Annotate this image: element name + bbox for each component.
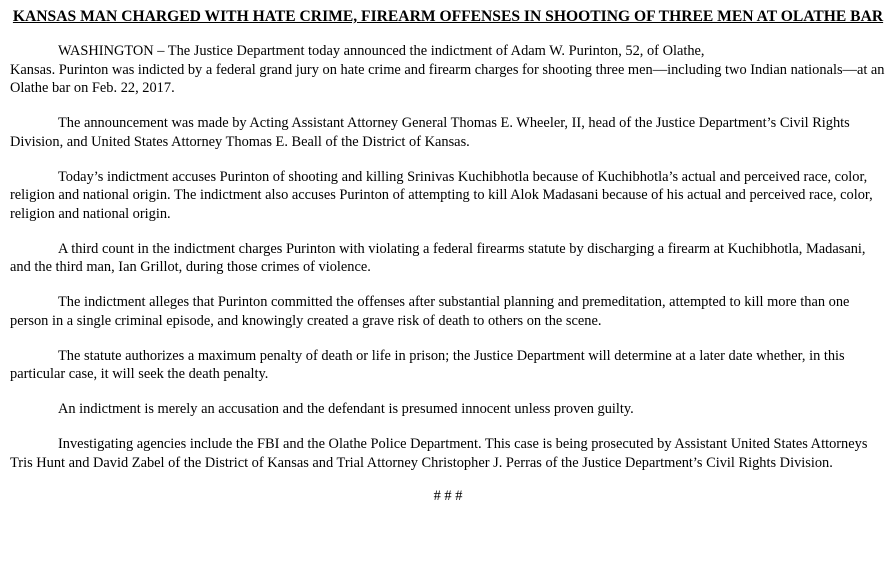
paragraph-4: A third count in the indictment charges Purinton with violating a federal firearms statute by discharging a firearm at Kuchibhotla, Madasani, and the third man, Ian Grillot, during those crimes of violence. xyxy=(10,240,866,275)
paragraph-6: The statute authorizes a maximum penalty of death or life in prison; the Justice Department will determine at a later date whether, in this particular case, it will seek the death penalty. xyxy=(10,347,845,382)
end-mark: # # # xyxy=(433,488,463,504)
paragraph-3: Today’s indictment accuses Purinton of shooting and killing Srinivas Kuchibhotla because of Kuchibhotla’s actual and perceived race, color, religion and national origin. The indictment also accuses Purinton of attempting to kill Alok Madasani because of his actual and perceived race, color, religion and national origin. xyxy=(10,168,873,222)
headline: KANSAS MAN CHARGED WITH HATE CRIME, FIREARM OFFENSES IN SHOOTING OF THREE MEN AT OLATHE BAR xyxy=(12,8,884,25)
paragraph-1 xyxy=(10,42,886,98)
paragraph-7: An indictment is merely an accusation and the defendant is presumed innocent unless proven guilty. xyxy=(58,401,634,417)
paragraph-1-rest: Kansas. Purinton was indicted by a federal grand jury on hate crime and firearm charges for shooting three men—including two Indian nationals—at an Olathe bar on Feb. 22, 2017. xyxy=(10,61,885,96)
paragraph-2: The announcement was made by Acting Assistant Attorney General Thomas E. Wheeler, II, head of the Justice Department’s Civil Rights Division, and United States Attorney Thomas E. Beall of the District of Kansas. xyxy=(10,115,850,150)
press-release xyxy=(10,8,886,505)
paragraph-8: Investigating agencies include the FBI and the Olathe Police Department. This case is being prosecuted by Assistant United States Attorneys Tris Hunt and David Zabel of the District of Kansas and Trial Attorney Christopher J. Perras of the Justice Department’s Civil Rights Division. xyxy=(10,436,868,471)
paragraph-1-first-line: WASHINGTON – The Justice Department today announced the indictment of Adam W. Purinton, 52, of Olathe, xyxy=(58,43,705,59)
paragraph-5: The indictment alleges that Purinton committed the offenses after substantial planning and premeditation, attempted to kill more than one person in a single criminal episode, and knowingly created a grave risk of death to others on the scene. xyxy=(10,294,850,329)
